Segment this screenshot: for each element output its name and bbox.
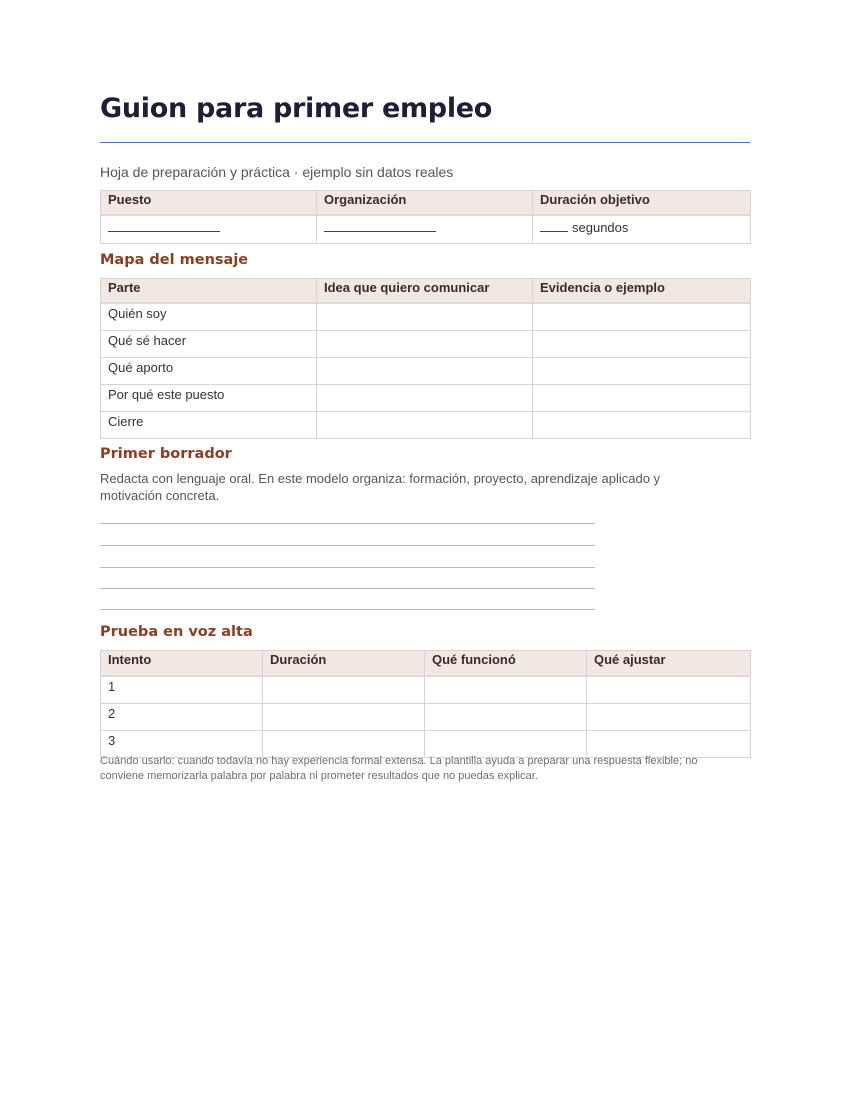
title-divider [100,142,750,143]
idea-cell[interactable] [317,385,533,412]
row-label: Cierre [101,412,317,439]
evidence-cell[interactable] [533,331,751,358]
row-label: Qué sé hacer [101,331,317,358]
writing-line[interactable] [100,588,595,589]
header-duration: Duración [263,651,425,677]
page-subtitle: Hoja de preparación y práctica · ejemplo sin datos reales [100,164,454,180]
position-field[interactable] [101,215,317,244]
message-map-table [100,278,751,439]
evidence-cell[interactable] [533,385,751,412]
blank-line [324,219,436,232]
duration-unit: segundos [572,220,629,235]
blank-line [540,219,568,232]
header-position: Puesto [101,191,317,216]
table-row [101,676,751,704]
attempt-number: 1 [101,676,263,704]
usage-footnote: Cuándo usarlo: cuando todavía no hay experiencia formal extensa. La plantilla ayuda a preparar una respuesta flexible; no conviene memorizarla palabra por palabra ni prometer resultados que no puedas explicar. [100,755,698,782]
table-row [101,358,751,385]
worked-cell[interactable] [425,676,587,704]
header-organization: Organización [317,191,533,216]
row-label: Quién soy [101,303,317,331]
header-part: Parte [101,279,317,304]
table-row [101,303,751,331]
idea-cell[interactable] [317,331,533,358]
worked-cell[interactable] [425,704,587,731]
writing-line[interactable] [100,545,595,546]
attempt-number: 3 [101,731,263,758]
table-row [101,385,751,412]
table-row [101,331,751,358]
practice-trial-table [100,650,751,758]
header-idea: Idea que quiero comunicar [317,279,533,304]
section-heading-map: Mapa del mensaje [100,252,249,268]
row-label: Qué aporto [101,358,317,385]
idea-cell[interactable] [317,358,533,385]
section-heading-draft: Primer borrador [100,446,232,462]
header-evidence: Evidencia o ejemplo [533,279,751,304]
header-attempt: Intento [101,651,263,677]
table-row [101,412,751,439]
evidence-cell[interactable] [533,412,751,439]
writing-line[interactable] [100,609,595,610]
evidence-cell[interactable] [533,303,751,331]
idea-cell[interactable] [317,303,533,331]
evidence-cell[interactable] [533,358,751,385]
row-label: Por qué este puesto [101,385,317,412]
duration-cell[interactable] [263,676,425,704]
draft-instructions: Redacta con lenguaje oral. En este modelo organiza: formación, proyecto, aprendizaje aplicado y motivación concreta. [100,471,661,503]
header-what-worked: Qué funcionó [425,651,587,677]
table-header-row [101,651,751,677]
header-target-duration: Duración objetivo [533,191,751,216]
table-header-row [101,191,751,216]
duration-cell[interactable] [263,704,425,731]
attempt-number: 2 [101,704,263,731]
idea-cell[interactable] [317,412,533,439]
organization-field[interactable] [317,215,533,244]
table-row [101,704,751,731]
position-info-table [100,190,751,244]
adjust-cell[interactable] [587,704,751,731]
duration-field[interactable] [533,215,751,244]
writing-line[interactable] [100,567,595,568]
section-heading-trial: Prueba en voz alta [100,624,253,640]
page-title: Guion para primer empleo [100,93,493,124]
blank-line [108,219,220,232]
header-what-to-adjust: Qué ajustar [587,651,751,677]
adjust-cell[interactable] [587,676,751,704]
writing-line[interactable] [100,523,595,524]
table-row [101,215,751,244]
table-header-row [101,279,751,304]
